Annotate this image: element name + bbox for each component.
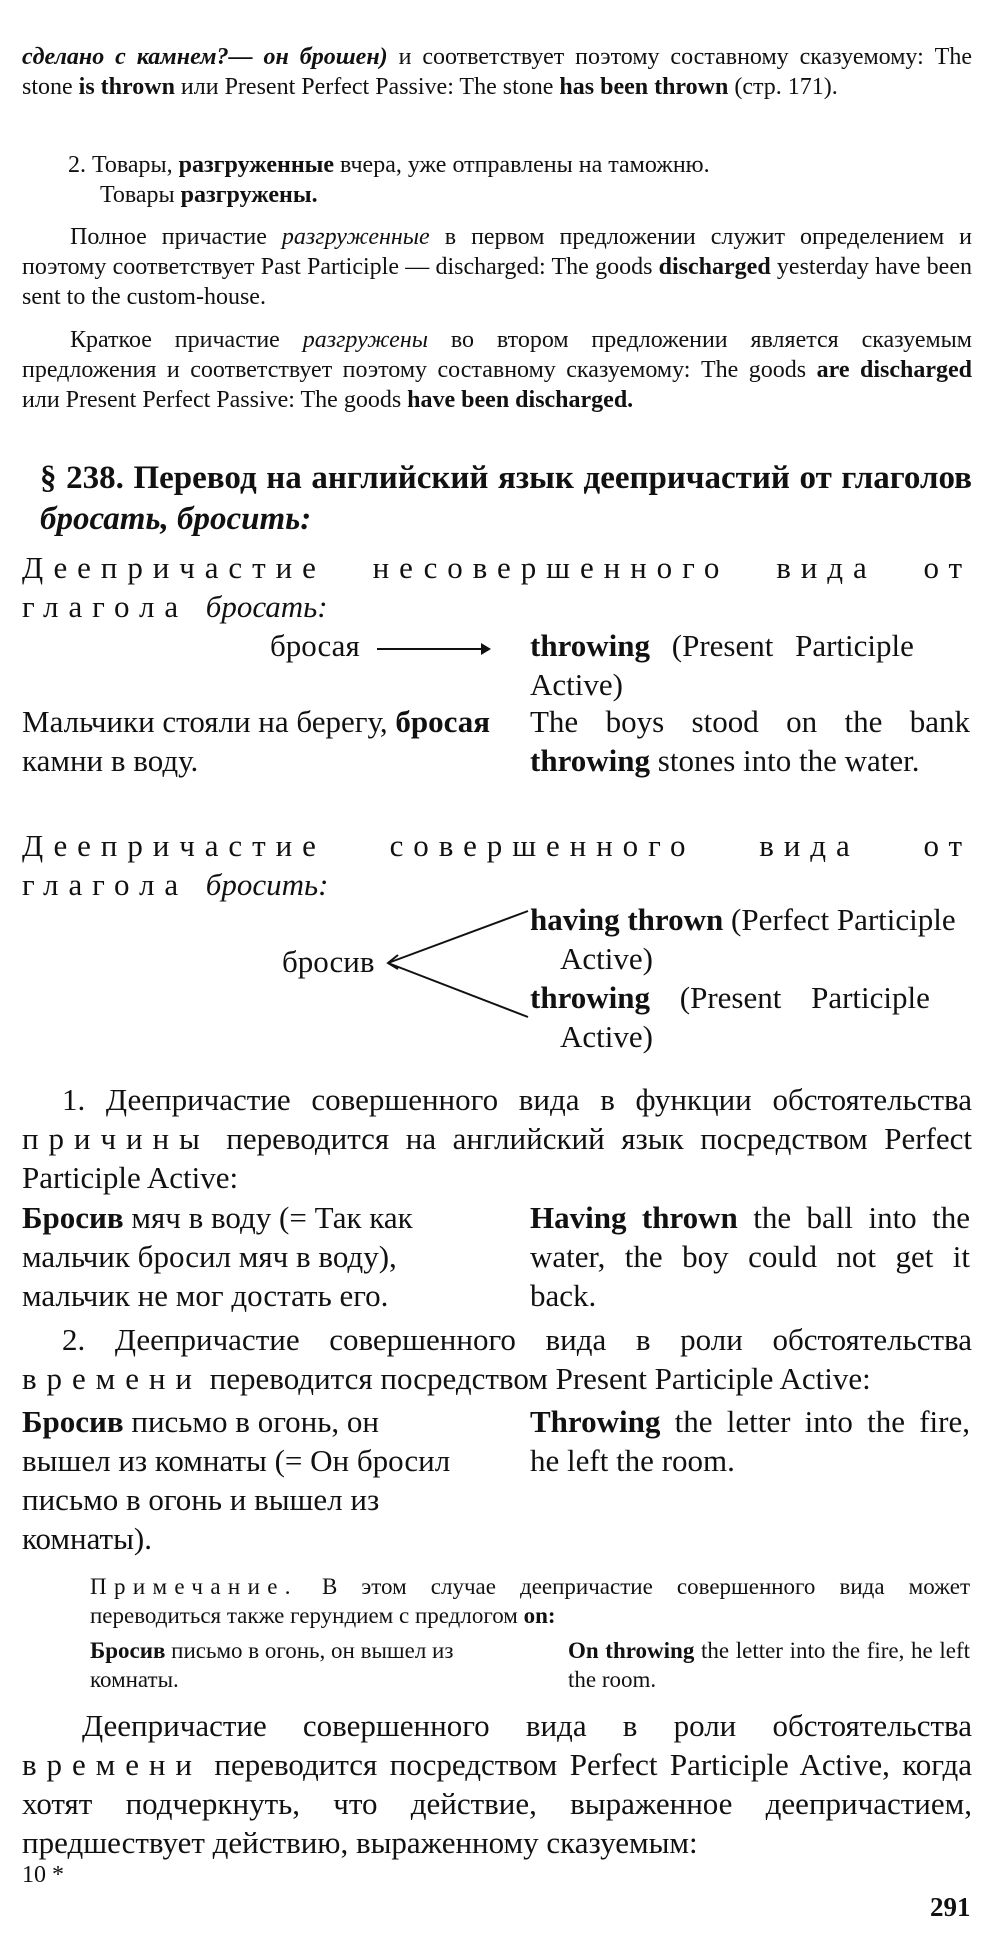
note-example-en: On throwing the letter into the fire, he left the room. (568, 1638, 971, 1692)
note-example-ru: Бросив письмо в огонь, он вышел из комнаты. (90, 1638, 454, 1692)
section-heading: § 238. Перевод на английский язык деепричастий от глаголов бросать, бросить: (40, 460, 972, 537)
brosaya-translation: бросая (270, 626, 970, 665)
imperfective-heading: Деепричастие несовершенного вида от глагола бросать: (22, 550, 972, 624)
example-2: 2. Товары, разгруженные вчера, уже отправлены на таможню. Товары разгружены. (68, 152, 710, 208)
boys-example-ru: Мальчики стояли на берегу, бросая камни в воду. (22, 704, 491, 778)
ball-example-ru: Бросив мяч в воду (= Так как мальчик бросил мяч в воду), мальчик не мог достать его. (22, 1200, 413, 1313)
letter-example-en: Throwing the letter into the fire, he left the room. (530, 1404, 970, 1478)
signature-mark: 10 * (22, 1862, 64, 1888)
note-paragraph: Примечание. В этом случае деепричастие совершенного вида может переводиться также герундием с предлогом on: (90, 1574, 970, 1628)
letter-example-ru: Бросив письмо в огонь, он вышел из комнаты (= Он бросил письмо в огонь и вышел из комнаты). (22, 1404, 451, 1556)
intro-paragraph: сделано с камнем?— он брошен) и соответствует поэтому составному сказуемому: The stone is thrown или Present Perfect Passive: The stone has been thrown (стр. 171). (22, 44, 972, 100)
full-participle-paragraph: Полное причастие разгруженные в первом предложении служит определением и поэтому соответствует Past Participle — discharged: The goods discharged yesterday have been sent to the custom-house. (22, 224, 972, 310)
short-participle-paragraph: Краткое причастие разгружены во втором предложении является сказуемым предложения и соответствует поэтому составному сказуемому: The goods are discharged или Present Perfect Passive: The goods have been discharged. (22, 327, 972, 413)
rule-2: 2. Деепричастие совершенного вида в роли обстоятельства времени переводится посредством Present Participle Active: (22, 1322, 972, 1396)
brosiv-word: бросив (282, 944, 375, 979)
final-paragraph: Деепричастие совершенного вида в роли обстоятельства времени переводится посредством Perfect Participle Active, когда хотят подчеркнуть, что действие, выраженное деепричастием, предшествует действию, выраженному сказуемым: (22, 1708, 972, 1860)
branch-arrow-icon (382, 905, 532, 1025)
ball-example-en: Having thrown the ball into the water, the boy could not get it back. (530, 1200, 970, 1313)
rule-1: 1. Деепричастие совершенного вида в функции обстоятельства причины переводится на английский язык посредством Perfect Participle Active: (22, 1082, 972, 1195)
italic-phrase: сделано с камнем?— он брошен) (22, 44, 388, 70)
perfective-heading: Деепричастие совершенного вида от глагола бросить: (22, 828, 972, 902)
brosaya-english: throwing (Present Participle Active) (530, 628, 914, 702)
brosiv-throwing: throwing (Present Participle Active) (530, 980, 930, 1054)
page-number: 291 (930, 1892, 971, 1922)
brosiv-having-thrown: having thrown (Perfect Participle Active) (530, 902, 956, 976)
boys-example-en: The boys stood on the bank throwing stones into the water. (530, 704, 970, 778)
right-arrow-icon (373, 640, 493, 658)
